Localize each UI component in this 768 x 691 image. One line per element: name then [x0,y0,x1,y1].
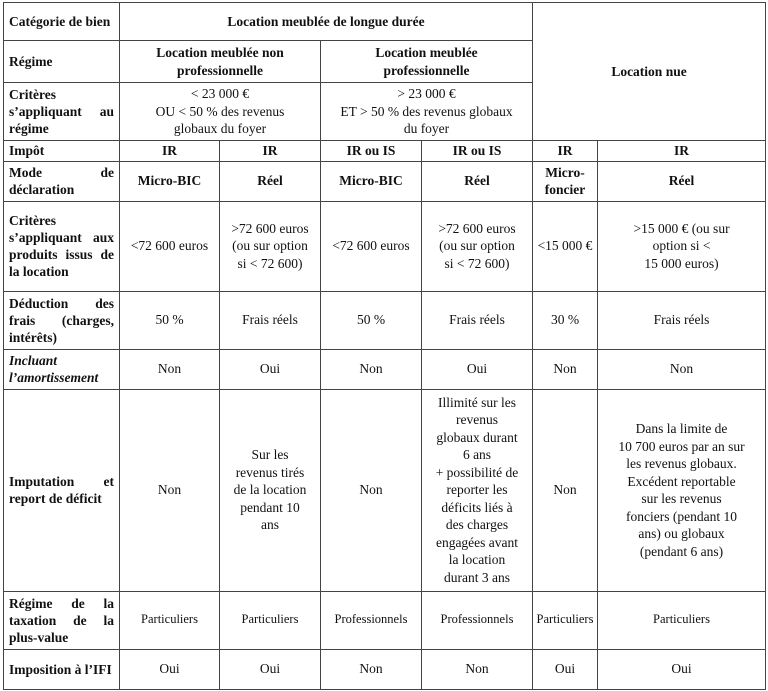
category-header: Catégorie de bien [4,3,120,41]
deficit-cell: Dans la limite de 10 700 euros par an sur les revenus globaux. Excédent reportable sur les revenus fonciers (pendant 10 ans) ou globaux (pendant 6 ans) [598,389,766,591]
deficit-cell: Non [321,389,422,591]
lmnp-header: Location meublée non professionnelle [120,41,321,83]
tax-row [4,141,766,162]
expense-deduction-label: Déduction des frais (charges, intérêts) [4,291,120,349]
mode-cell: Micro-BIC [321,161,422,201]
mode-cell: Réel [422,161,533,201]
ifi-cell: Oui [220,649,321,689]
ifi-label: Imposition à l’IFI [4,649,120,689]
ifi-cell: Non [321,649,422,689]
depreciation-cell: Non [533,349,598,389]
tax-cell: IR ou IS [422,141,533,162]
comparison-table [3,2,766,690]
deduction-cell: 30 % [533,291,598,349]
deficit-cell: Non [533,389,598,591]
tax-cell: IR [220,141,321,162]
lmnp-criteria: < 23 000 € OU < 50 % des revenus globaux du foyer [120,83,321,141]
deduction-cell: 50 % [120,291,220,349]
expense-deduction-row [4,291,766,349]
deduction-cell: Frais réels [220,291,321,349]
deficit-label: Imputation et report de déficit [4,389,120,591]
depreciation-cell: Non [120,349,220,389]
depreciation-label: Incluant l’amortissement [4,349,120,389]
capital-gains-cell: Particuliers [120,591,220,649]
declaration-mode-label: Mode de déclaration [4,161,120,201]
capital-gains-cell: Professionnels [422,591,533,649]
deduction-cell: 50 % [321,291,422,349]
capital-gains-label: Régime de la taxation de la plus-value [4,591,120,649]
depreciation-cell: Non [598,349,766,389]
capital-gains-cell: Particuliers [533,591,598,649]
income-criteria-cell: >72 600 euros (ou sur option si < 72 600) [422,201,533,291]
capital-gains-cell: Particuliers [220,591,321,649]
tax-cell: IR ou IS [321,141,422,162]
income-criteria-label: Critères s’appliquant aux produits issus de la location [4,201,120,291]
deficit-cell: Sur les revenus tirés de la location pendant 10 ans [220,389,321,591]
lmp-criteria: > 23 000 € ET > 50 % des revenus globaux du foyer [321,83,533,141]
tax-cell: IR [598,141,766,162]
ifi-cell: Oui [120,649,220,689]
tax-label: Impôt [4,141,120,162]
ifi-cell: Oui [533,649,598,689]
header-row-category [4,3,766,41]
depreciation-cell: Oui [220,349,321,389]
tax-cell: IR [120,141,220,162]
capital-gains-row [4,591,766,649]
mode-cell: Réel [220,161,321,201]
depreciation-cell: Oui [422,349,533,389]
depreciation-row [4,349,766,389]
deficit-cell: Illimité sur les revenus globaux durant 6 ans + possibilité de reporter les déficits liés à des charges engagées avant la location durant 3 ans [422,389,533,591]
ifi-cell: Non [422,649,533,689]
tax-cell: IR [533,141,598,162]
income-criteria-cell: <72 600 euros [120,201,220,291]
declaration-mode-row [4,161,766,201]
regime-label: Régime [4,41,120,83]
deduction-cell: Frais réels [422,291,533,349]
capital-gains-cell: Professionnels [321,591,422,649]
mode-cell: Réel [598,161,766,201]
deficit-cell: Non [120,389,220,591]
income-criteria-row [4,201,766,291]
deduction-cell: Frais réels [598,291,766,349]
deficit-row [4,389,766,591]
furnished-long-term-header: Location meublée de longue durée [120,3,533,41]
unfurnished-header: Location nue [533,3,766,141]
regime-criteria-label: Critères s’appliquant au régime [4,83,120,141]
income-criteria-cell: <15 000 € [533,201,598,291]
income-criteria-cell: >15 000 € (ou sur option si < 15 000 euros) [598,201,766,291]
depreciation-cell: Non [321,349,422,389]
ifi-row [4,649,766,689]
ifi-cell: Oui [598,649,766,689]
lmp-header: Location meublée professionnelle [321,41,533,83]
income-criteria-cell: <72 600 euros [321,201,422,291]
mode-cell: Micro-BIC [120,161,220,201]
mode-cell: Micro- foncier [533,161,598,201]
income-criteria-cell: >72 600 euros (ou sur option si < 72 600) [220,201,321,291]
capital-gains-cell: Particuliers [598,591,766,649]
